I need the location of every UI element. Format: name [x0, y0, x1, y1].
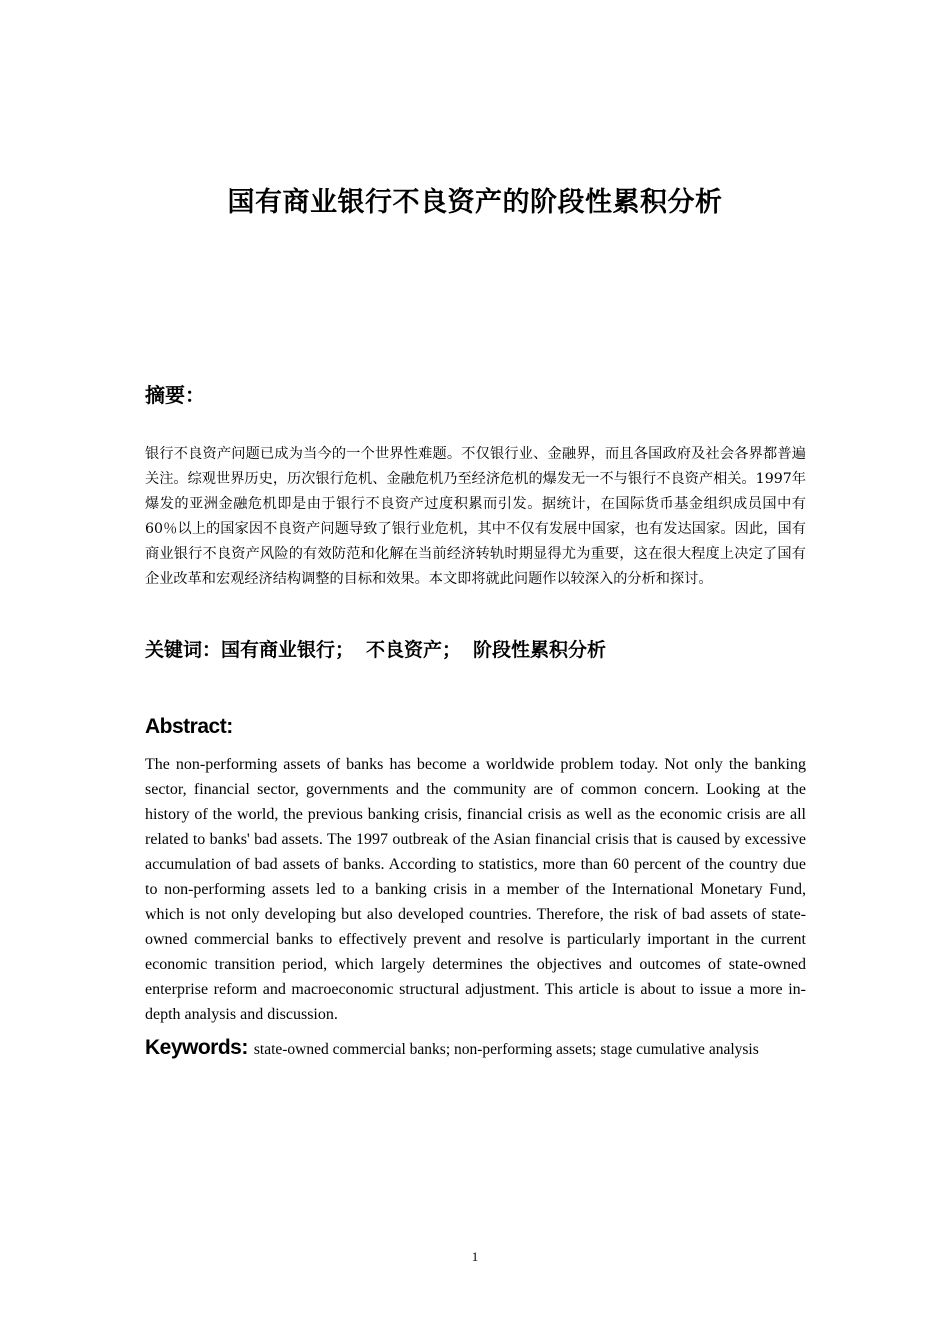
- english-keywords-value: state-owned commercial banks; non-performing assets; stage cumulative analysis: [253, 1041, 759, 1058]
- english-abstract-text: The non-performing assets of banks has become a worldwide problem today. Not only the banking sector, financial sector, governments and the community are of common concern. Looking at the history of the world, the previous banking crisis, financial crisis as well as the economic crisis are all related to banks' bad assets. The 1997 outbreak of the Asian financial crisis that is caused by excessive accumulation of bad assets of banks. According to statistics, more than 60 percent of the country due to non-performing assets led to a banking crisis in a member of the International Monetary Fund, which is not only developing but also developed countries. Therefore, the risk of bad assets of state-owned commercial banks to effectively prevent and resolve is particularly important in the current economic transition period, which largely determines the objectives and outcomes of state-owned enterprise reform and macroeconomic structural adjustment. This article is about to issue a more in-depth analysis and discussion.: [145, 756, 806, 1023]
- chinese-abstract-text: 银行不良资产问题已成为当今的一个世界性难题。不仅银行业、金融界，而且各国政府及社会各界都普遍关注。综观世界历史，历次银行危机、金融危机乃至经济危机的爆发无一不与银行不良资产相关。1997年爆发的亚洲金融危机即是由于银行不良资产过度积累而引发。据统计，在国际货币基金组织成员国中有60％以上的国家因不良资产问题导致了银行业危机，其中不仅有发展中国家，也有发达国家。因此，国有商业银行不良资产风险的有效防范和化解在当前经济转轨时期显得尤为重要，这在很大程度上决定了国有企业改革和宏观经济结构调整的目标和效果。本文即将就此问题作以较深入的分析和探讨。: [145, 446, 806, 587]
- page-number: 1: [471, 1249, 479, 1264]
- chinese-keyword-3: 阶段性累积分析: [473, 639, 607, 661]
- chinese-keyword-1: 国有商业银行；: [221, 639, 355, 661]
- english-keywords: [145, 1036, 845, 1060]
- chinese-keyword-2: 不良资产；: [366, 639, 462, 661]
- chinese-keywords: [145, 634, 845, 666]
- chinese-abstract-heading: 摘要：: [145, 383, 205, 407]
- english-abstract-heading: Abstract:: [145, 715, 233, 738]
- english-keywords-label: Keywords:: [145, 1036, 248, 1059]
- chinese-keywords-label: 关键词：: [145, 639, 222, 661]
- document-title: 国有商业银行不良资产的阶段性累积分析: [227, 187, 723, 218]
